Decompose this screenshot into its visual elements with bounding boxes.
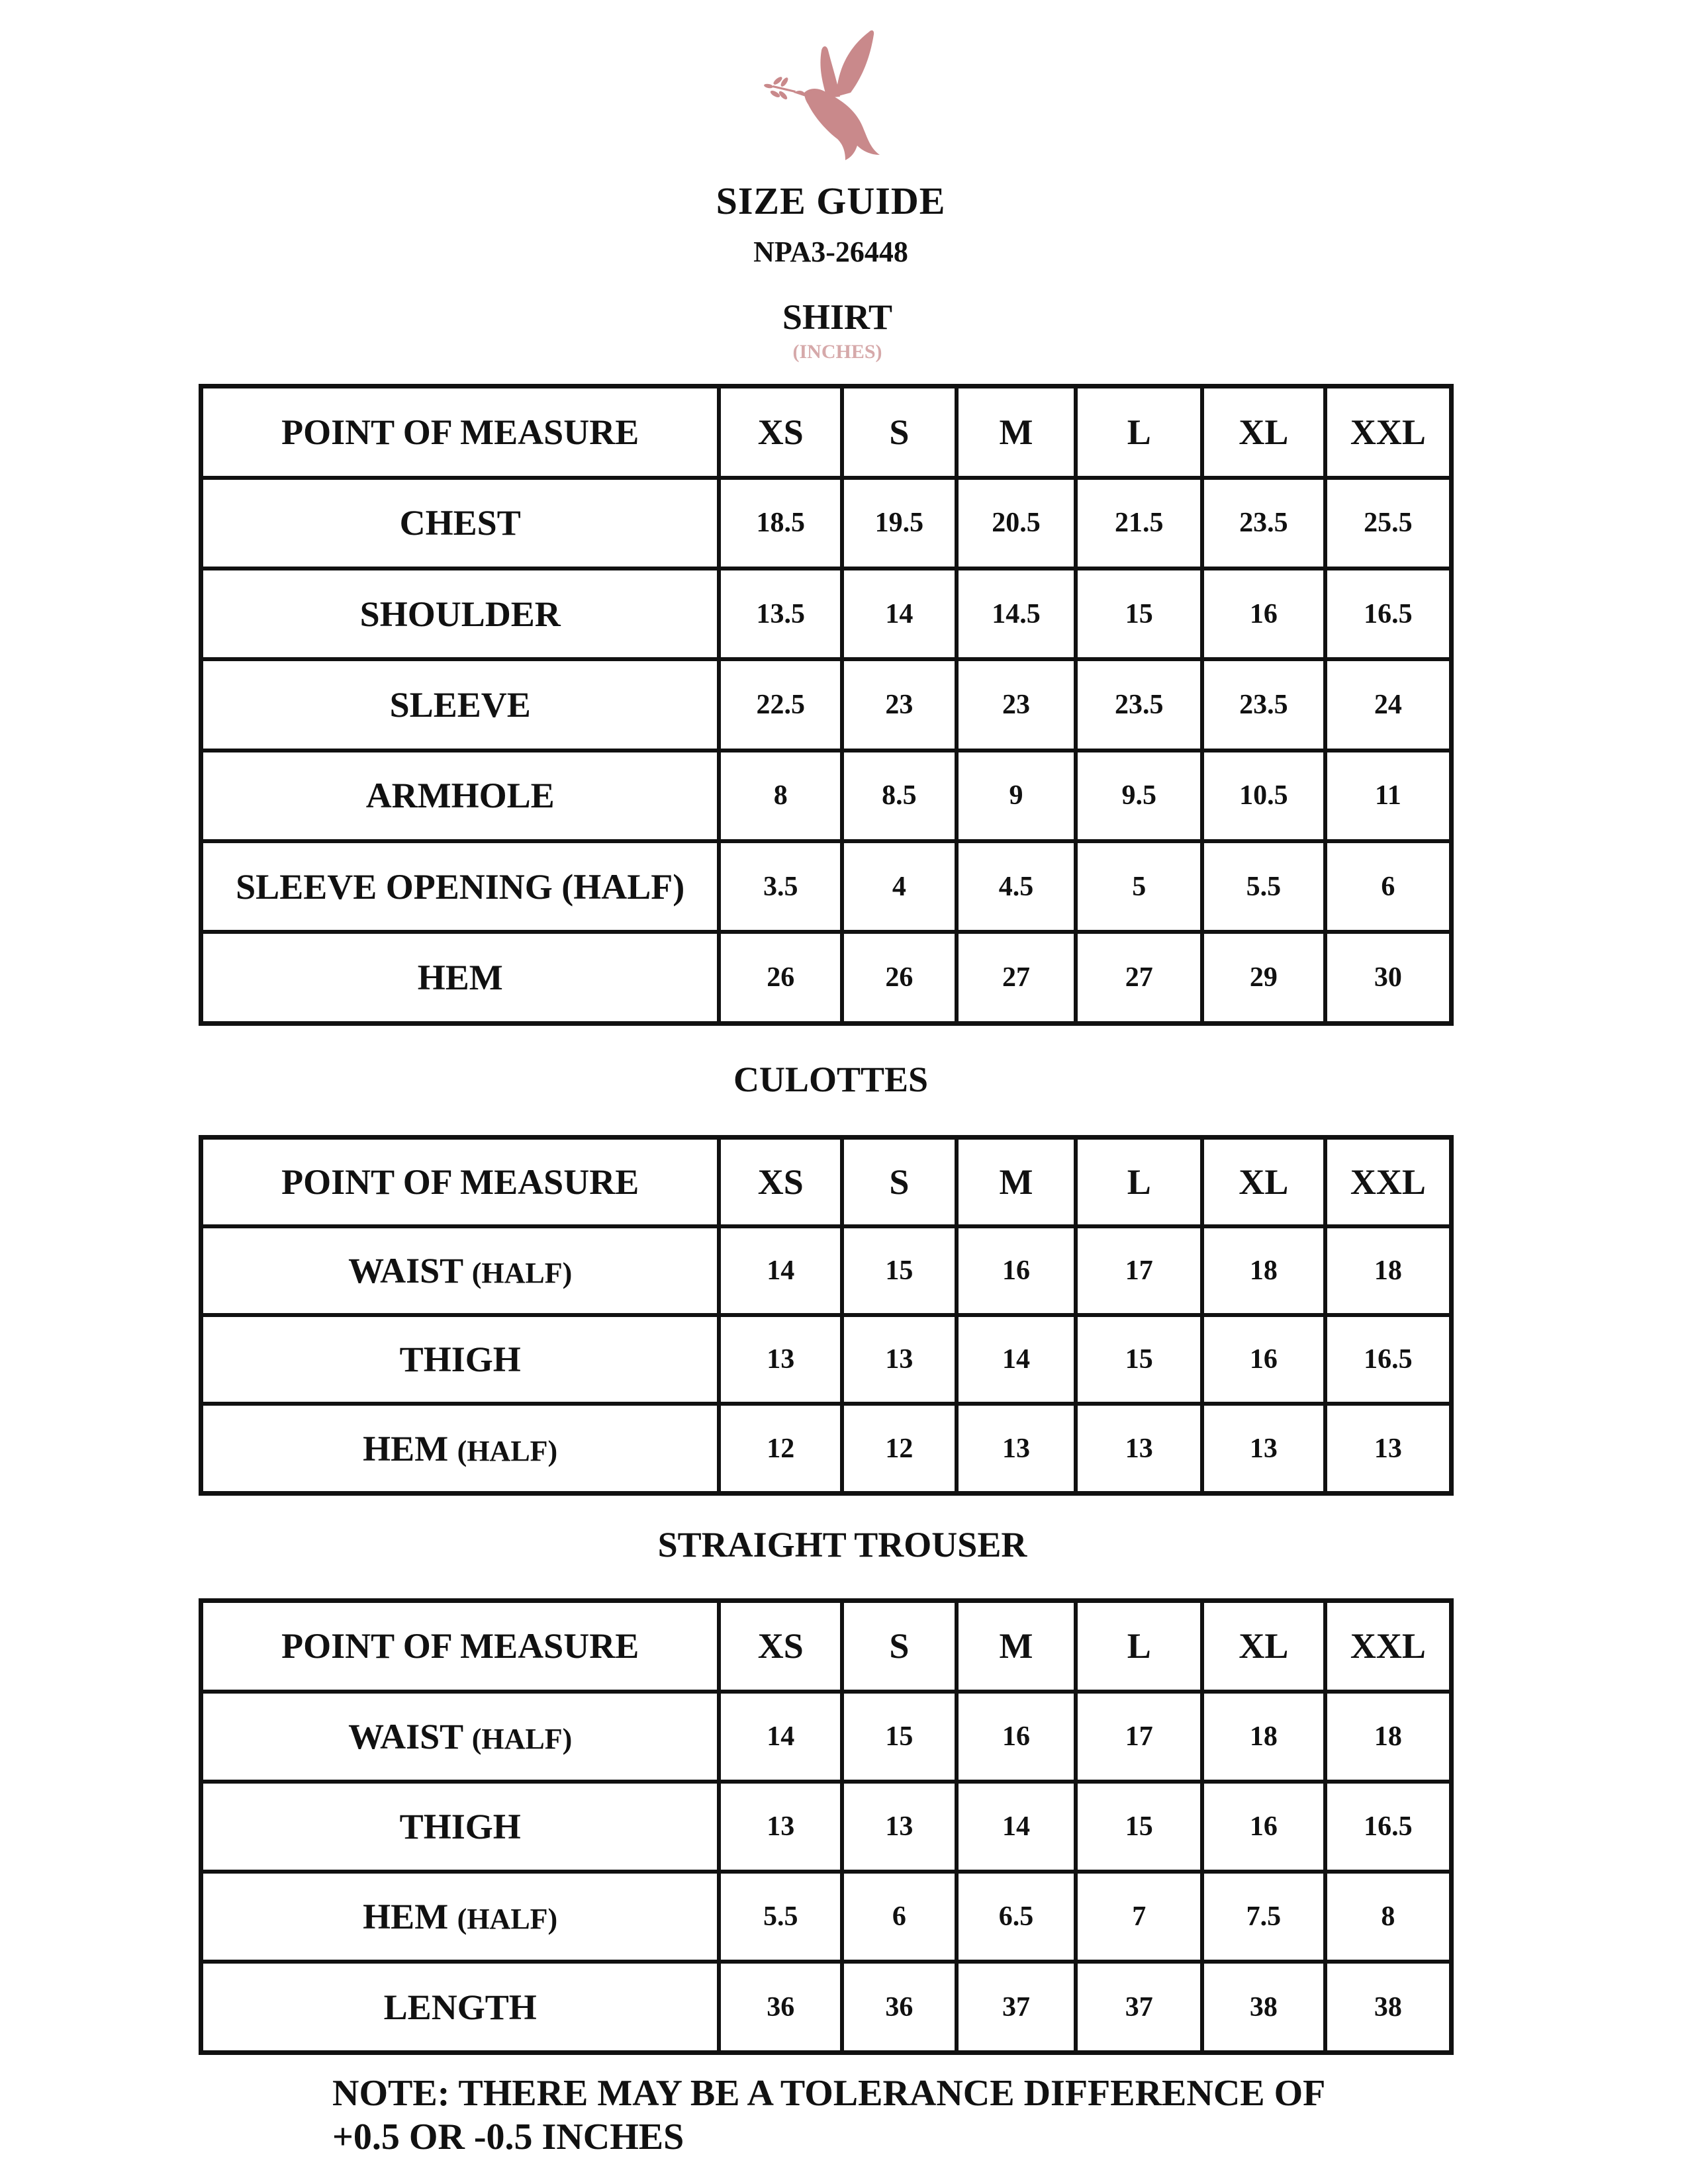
size-value-cell: 16 xyxy=(1202,569,1325,659)
column-header-size: XS xyxy=(719,1138,842,1227)
unit-label: (INCHES) xyxy=(792,341,882,363)
column-header-size: XL xyxy=(1202,1138,1325,1227)
size-value-cell: 16.5 xyxy=(1325,569,1452,659)
size-value-cell: 20.5 xyxy=(957,478,1076,569)
section-heading-shirt: SHIRT xyxy=(782,297,893,337)
size-value-cell: 5 xyxy=(1076,841,1202,932)
measure-label-cell xyxy=(201,1315,720,1404)
size-value-cell: 16 xyxy=(957,1226,1076,1315)
size-value-cell: 15 xyxy=(842,1692,957,1782)
column-header-size: L xyxy=(1076,1601,1202,1692)
size-value-cell: 13 xyxy=(842,1315,957,1404)
size-value-cell: 23 xyxy=(842,659,957,750)
size-value-cell: 22.5 xyxy=(719,659,842,750)
size-value-cell: 9 xyxy=(957,751,1076,841)
size-value-cell: 23.5 xyxy=(1076,659,1202,750)
size-value-cell: 4 xyxy=(842,841,957,932)
size-value-cell: 13 xyxy=(1202,1404,1325,1493)
shirt-size-table xyxy=(199,384,1454,1026)
column-header-size: XXL xyxy=(1325,387,1452,478)
column-header-size: XXL xyxy=(1325,1601,1452,1692)
size-value-cell: 38 xyxy=(1325,1962,1452,2052)
measure-label: HEM xyxy=(363,1428,449,1469)
table-row xyxy=(201,1872,1452,1962)
size-value-cell: 13 xyxy=(719,1782,842,1872)
size-value-cell: 23.5 xyxy=(1202,478,1325,569)
size-value-cell: 13 xyxy=(719,1315,842,1404)
column-header-size: M xyxy=(957,1601,1076,1692)
table-row xyxy=(201,1782,1452,1872)
table-row xyxy=(201,1226,1452,1315)
measure-label-cell xyxy=(201,1692,720,1782)
size-value-cell: 15 xyxy=(1076,1315,1202,1404)
size-value-cell: 27 xyxy=(1076,932,1202,1023)
size-value-cell: 25.5 xyxy=(1325,478,1452,569)
size-value-cell: 30 xyxy=(1325,932,1452,1023)
column-header-size: S xyxy=(842,1138,957,1227)
size-value-cell: 18 xyxy=(1202,1692,1325,1782)
size-value-cell: 16 xyxy=(1202,1782,1325,1872)
size-value-cell: 18.5 xyxy=(719,478,842,569)
size-value-cell: 37 xyxy=(1076,1962,1202,2052)
size-value-cell: 18 xyxy=(1202,1226,1325,1315)
size-value-cell: 23 xyxy=(957,659,1076,750)
size-value-cell: 7.5 xyxy=(1202,1872,1325,1962)
table-row xyxy=(201,1404,1452,1493)
size-value-cell: 14 xyxy=(719,1692,842,1782)
size-value-cell: 16.5 xyxy=(1325,1782,1452,1872)
size-value-cell: 26 xyxy=(842,932,957,1023)
size-value-cell: 27 xyxy=(957,932,1076,1023)
size-value-cell: 5.5 xyxy=(1202,841,1325,932)
column-header-size: XL xyxy=(1202,1601,1325,1692)
size-value-cell: 15 xyxy=(1076,1782,1202,1872)
measure-label: SLEEVE xyxy=(389,684,531,725)
size-value-cell: 5.5 xyxy=(719,1872,842,1962)
culottes-size-table xyxy=(199,1135,1454,1496)
size-value-cell: 15 xyxy=(842,1226,957,1315)
size-value-cell: 4.5 xyxy=(957,841,1076,932)
measure-label: SLEEVE OPENING (HALF) xyxy=(236,866,685,907)
size-value-cell: 13 xyxy=(1325,1404,1452,1493)
measure-suffix: (HALF) xyxy=(471,1257,573,1290)
size-value-cell: 3.5 xyxy=(719,841,842,932)
table-row xyxy=(201,1692,1452,1782)
size-value-cell: 13.5 xyxy=(719,569,842,659)
measure-label: SHOULDER xyxy=(359,594,561,634)
table-row xyxy=(201,1315,1452,1404)
measure-label: WAIST xyxy=(348,1716,463,1756)
size-value-cell: 19.5 xyxy=(842,478,957,569)
size-value-cell: 18 xyxy=(1325,1692,1452,1782)
column-header-size: XS xyxy=(719,1601,842,1692)
measure-label: ARMHOLE xyxy=(365,776,555,816)
size-value-cell: 13 xyxy=(957,1404,1076,1493)
column-header-measure: POINT OF MEASURE xyxy=(201,387,720,478)
size-value-cell: 8.5 xyxy=(842,751,957,841)
size-value-cell: 17 xyxy=(1076,1692,1202,1782)
size-value-cell: 8 xyxy=(1325,1872,1452,1962)
size-value-cell: 8 xyxy=(719,751,842,841)
size-value-cell: 9.5 xyxy=(1076,751,1202,841)
table-header-row xyxy=(201,387,1452,478)
size-value-cell: 23.5 xyxy=(1202,659,1325,750)
measure-label-cell xyxy=(201,932,720,1023)
measure-label-cell xyxy=(201,478,720,569)
table-row xyxy=(201,841,1452,932)
measure-label-cell xyxy=(201,1404,720,1493)
page-title: SIZE GUIDE xyxy=(716,179,946,222)
measure-label-cell xyxy=(201,1226,720,1315)
column-header-size: XS xyxy=(719,387,842,478)
table-header-row xyxy=(201,1138,1452,1227)
size-value-cell: 13 xyxy=(842,1782,957,1872)
measure-label: HEM xyxy=(363,1897,449,1937)
size-value-cell: 36 xyxy=(719,1962,842,2052)
size-value-cell: 14 xyxy=(957,1315,1076,1404)
size-value-cell: 26 xyxy=(719,932,842,1023)
measure-label-cell xyxy=(201,569,720,659)
table-row xyxy=(201,569,1452,659)
column-header-size: L xyxy=(1076,387,1202,478)
measure-label-cell xyxy=(201,1962,720,2052)
column-header-size: M xyxy=(957,387,1076,478)
size-value-cell: 14 xyxy=(957,1782,1076,1872)
size-value-cell: 21.5 xyxy=(1076,478,1202,569)
size-value-cell: 6 xyxy=(1325,841,1452,932)
measure-label: THIGH xyxy=(399,1340,521,1380)
size-value-cell: 6 xyxy=(842,1872,957,1962)
measure-label-cell xyxy=(201,1872,720,1962)
size-value-cell: 12 xyxy=(842,1404,957,1493)
measure-label-cell xyxy=(201,1782,720,1872)
size-value-cell: 36 xyxy=(842,1962,957,2052)
column-header-measure: POINT OF MEASURE xyxy=(201,1138,720,1227)
size-value-cell: 10.5 xyxy=(1202,751,1325,841)
column-header-size: S xyxy=(842,1601,957,1692)
size-value-cell: 29 xyxy=(1202,932,1325,1023)
column-header-size: XL xyxy=(1202,387,1325,478)
product-code: NPA3-26448 xyxy=(753,236,908,268)
measure-suffix: (HALF) xyxy=(457,1903,558,1936)
measure-label: LENGTH xyxy=(383,1987,537,2027)
measure-suffix: (HALF) xyxy=(471,1722,573,1755)
size-value-cell: 17 xyxy=(1076,1226,1202,1315)
size-value-cell: 7 xyxy=(1076,1872,1202,1962)
table-row xyxy=(201,478,1452,569)
size-value-cell: 13 xyxy=(1076,1404,1202,1493)
trouser-size-table xyxy=(199,1598,1454,2055)
table-row xyxy=(201,932,1452,1023)
tolerance-note: NOTE: THERE MAY BE A TOLERANCE DIFFERENCE OF +0.5 OR -0.5 INCHES xyxy=(332,2073,1326,2158)
size-value-cell: 6.5 xyxy=(957,1872,1076,1962)
column-header-measure: POINT OF MEASURE xyxy=(201,1601,720,1692)
measure-label-cell xyxy=(201,841,720,932)
size-value-cell: 16.5 xyxy=(1325,1315,1452,1404)
column-header-size: XXL xyxy=(1325,1138,1452,1227)
size-value-cell: 11 xyxy=(1325,751,1452,841)
table-row xyxy=(201,1962,1452,2052)
column-header-size: M xyxy=(957,1138,1076,1227)
measure-suffix: (HALF) xyxy=(457,1434,558,1467)
column-header-size: L xyxy=(1076,1138,1202,1227)
size-value-cell: 14.5 xyxy=(957,569,1076,659)
section-heading-culottes: CULOTTES xyxy=(733,1060,929,1099)
table-row xyxy=(201,751,1452,841)
measure-label-cell xyxy=(201,751,720,841)
table-row xyxy=(201,659,1452,750)
size-value-cell: 38 xyxy=(1202,1962,1325,2052)
size-value-cell: 14 xyxy=(842,569,957,659)
size-value-cell: 16 xyxy=(1202,1315,1325,1404)
size-value-cell: 37 xyxy=(957,1962,1076,2052)
table-header-row xyxy=(201,1601,1452,1692)
size-value-cell: 15 xyxy=(1076,569,1202,659)
measure-label: HEM xyxy=(417,958,503,998)
dove-logo-icon xyxy=(758,19,890,164)
column-header-size: S xyxy=(842,387,957,478)
section-heading-trouser: STRAIGHT TROUSER xyxy=(657,1525,1027,1565)
size-value-cell: 16 xyxy=(957,1692,1076,1782)
measure-label-cell xyxy=(201,659,720,750)
size-value-cell: 18 xyxy=(1325,1226,1452,1315)
size-value-cell: 14 xyxy=(719,1226,842,1315)
measure-label: THIGH xyxy=(399,1806,521,1846)
size-value-cell: 12 xyxy=(719,1404,842,1493)
size-value-cell: 24 xyxy=(1325,659,1452,750)
measure-label: CHEST xyxy=(399,503,521,543)
measure-label: WAIST xyxy=(348,1251,463,1291)
